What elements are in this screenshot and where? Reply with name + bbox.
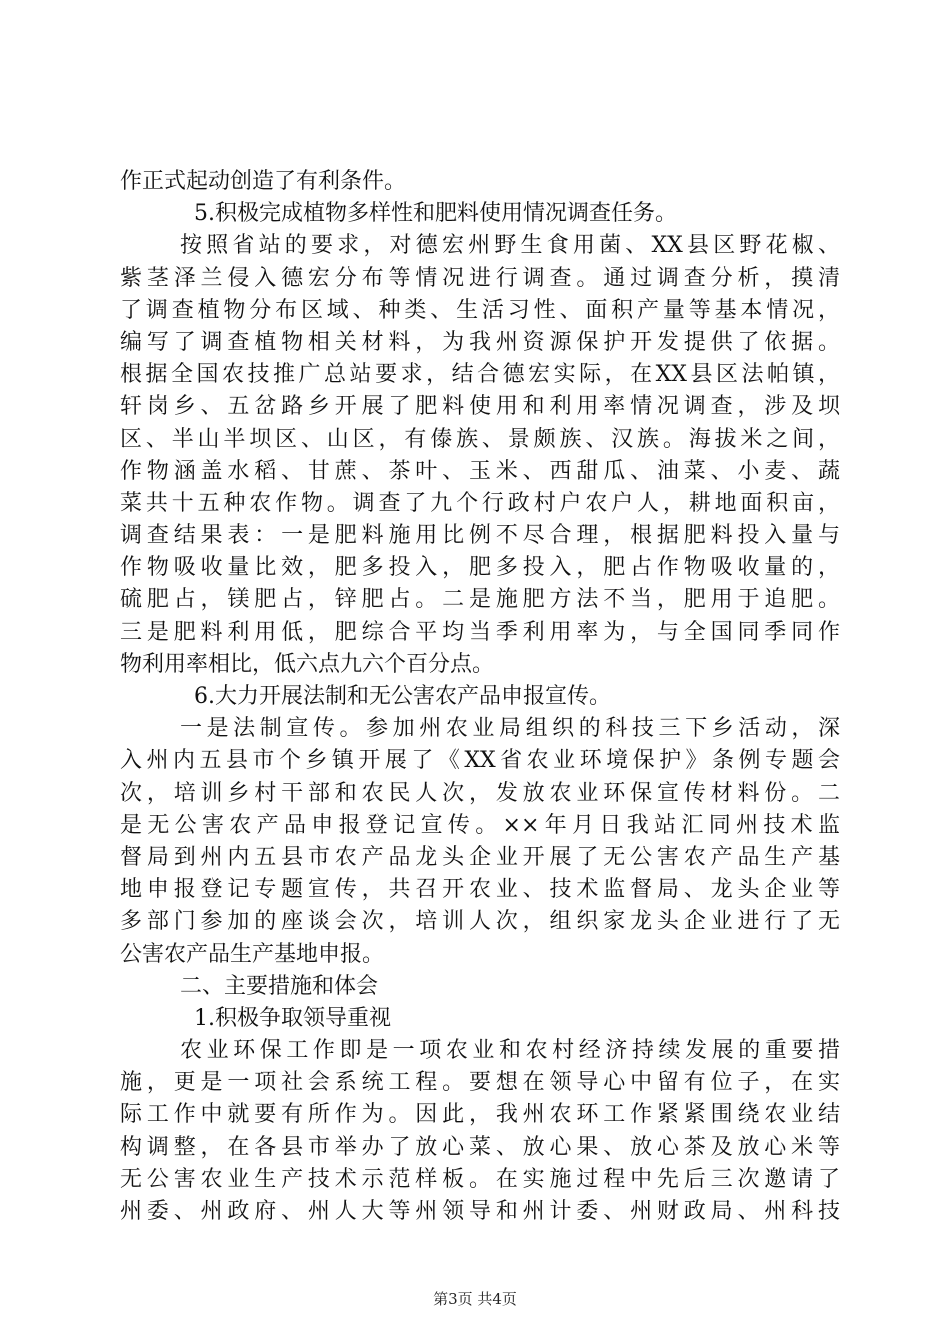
page-number-footer: 第3页 共4页 bbox=[433, 1290, 517, 1308]
paragraph-line: 编写了调查植物相关材料，为我州资源保护开发提供了依据。 bbox=[120, 329, 840, 355]
paragraph-line: 际工作中就要有所作为。因此，我州农环工作紧紧围绕农业结 bbox=[120, 1102, 840, 1128]
section-heading: 5.积极完成植物多样性和肥料使用情况调查任务。 bbox=[194, 201, 677, 227]
paragraph-line: 按照省站的要求，对德宏州野生食用菌、XX县区野花椒、 bbox=[180, 233, 840, 259]
paragraph-line: 三是肥料利用低，肥综合平均当季利用率为，与全国同季同作 bbox=[120, 619, 840, 645]
paragraph-line: 硫肥占，镁肥占，锌肥占。二是施肥方法不当，肥用于追肥。 bbox=[120, 587, 840, 613]
paragraph-line: 入州内五县市个乡镇开展了《XX省农业环境保护》条例专题会 bbox=[120, 748, 840, 774]
paragraph-line: 次，培训乡村干部和农民人次，发放农业环保宣传材料份。二 bbox=[120, 780, 840, 806]
paragraph-line: 多部门参加的座谈会次，培训人次，组织家龙头企业进行了无 bbox=[120, 909, 840, 935]
section-heading: 6.大力开展法制和无公害农产品申报宣传。 bbox=[194, 684, 611, 709]
text-line: 作正式起动创造了有利条件。 bbox=[120, 169, 407, 194]
paragraph-line: 公害农产品生产基地申报。 bbox=[120, 941, 385, 967]
paragraph-line: 施，更是一项社会系统工程。要想在领导心中留有位子，在实 bbox=[120, 1070, 840, 1096]
paragraph-line: 作物涵盖水稻、甘蔗、茶叶、玉米、西甜瓜、油菜、小麦、蔬 bbox=[120, 458, 840, 484]
section-heading: 二、主要措施和体会 bbox=[180, 973, 379, 999]
paragraph-line: 紫茎泽兰侵入德宏分布等情况进行调查。通过调查分析，摸清 bbox=[120, 265, 840, 291]
paragraph-line: 菜共十五种农作物。调查了九个行政村户农户人，耕地面积亩， bbox=[120, 490, 840, 516]
paragraph-line: 是无公害农产品申报登记宣传。××年月日我站汇同州技术监 bbox=[120, 812, 840, 838]
paragraph-line: 督局到州内五县市农产品龙头企业开展了无公害农产品生产基 bbox=[120, 844, 840, 870]
paragraph-line: 区、半山半坝区、山区，有傣族、景颇族、汉族。海拔米之间， bbox=[120, 426, 840, 452]
paragraph-line: 了调查植物分布区域、种类、生活习性、面积产量等基本情况， bbox=[120, 297, 840, 323]
paragraph-line: 农业环保工作即是一项农业和农村经济持续发展的重要措 bbox=[180, 1038, 840, 1064]
paragraph-line: 一是法制宣传。参加州农业局组织的科技三下乡活动，深 bbox=[180, 716, 840, 742]
paragraph-line: 州委、州政府、州人大等州领导和州计委、州财政局、州科技 bbox=[120, 1199, 840, 1224]
paragraph-line: 轩岗乡、五岔路乡开展了肥料使用和利用率情况调查，涉及坝 bbox=[120, 394, 840, 420]
subsection-heading: 1.积极争取领导重视 bbox=[194, 1005, 391, 1031]
paragraph-line: 物利用率相比，低六点九六个百分点。 bbox=[120, 651, 495, 677]
paragraph-line: 地申报登记专题宣传，共召开农业、技术监督局、龙头企业等 bbox=[120, 877, 840, 903]
document-body bbox=[120, 166, 840, 1228]
paragraph-line: 调查结果表：一是肥料施用比例不尽合理，根据肥料投入量与 bbox=[120, 523, 840, 549]
paragraph-line: 构调整，在各县市举办了放心菜、放心果、放心茶及放心米等 bbox=[120, 1134, 840, 1160]
paragraph-line: 根据全国农技推广总站要求，结合德宏实际，在XX县区法帕镇， bbox=[120, 362, 840, 388]
paragraph-line: 作物吸收量比效，肥多投入，肥多投入，肥占作物吸收量的， bbox=[120, 555, 840, 581]
paragraph-line: 无公害农业生产技术示范样板。在实施过程中先后三次邀请了 bbox=[120, 1166, 840, 1192]
